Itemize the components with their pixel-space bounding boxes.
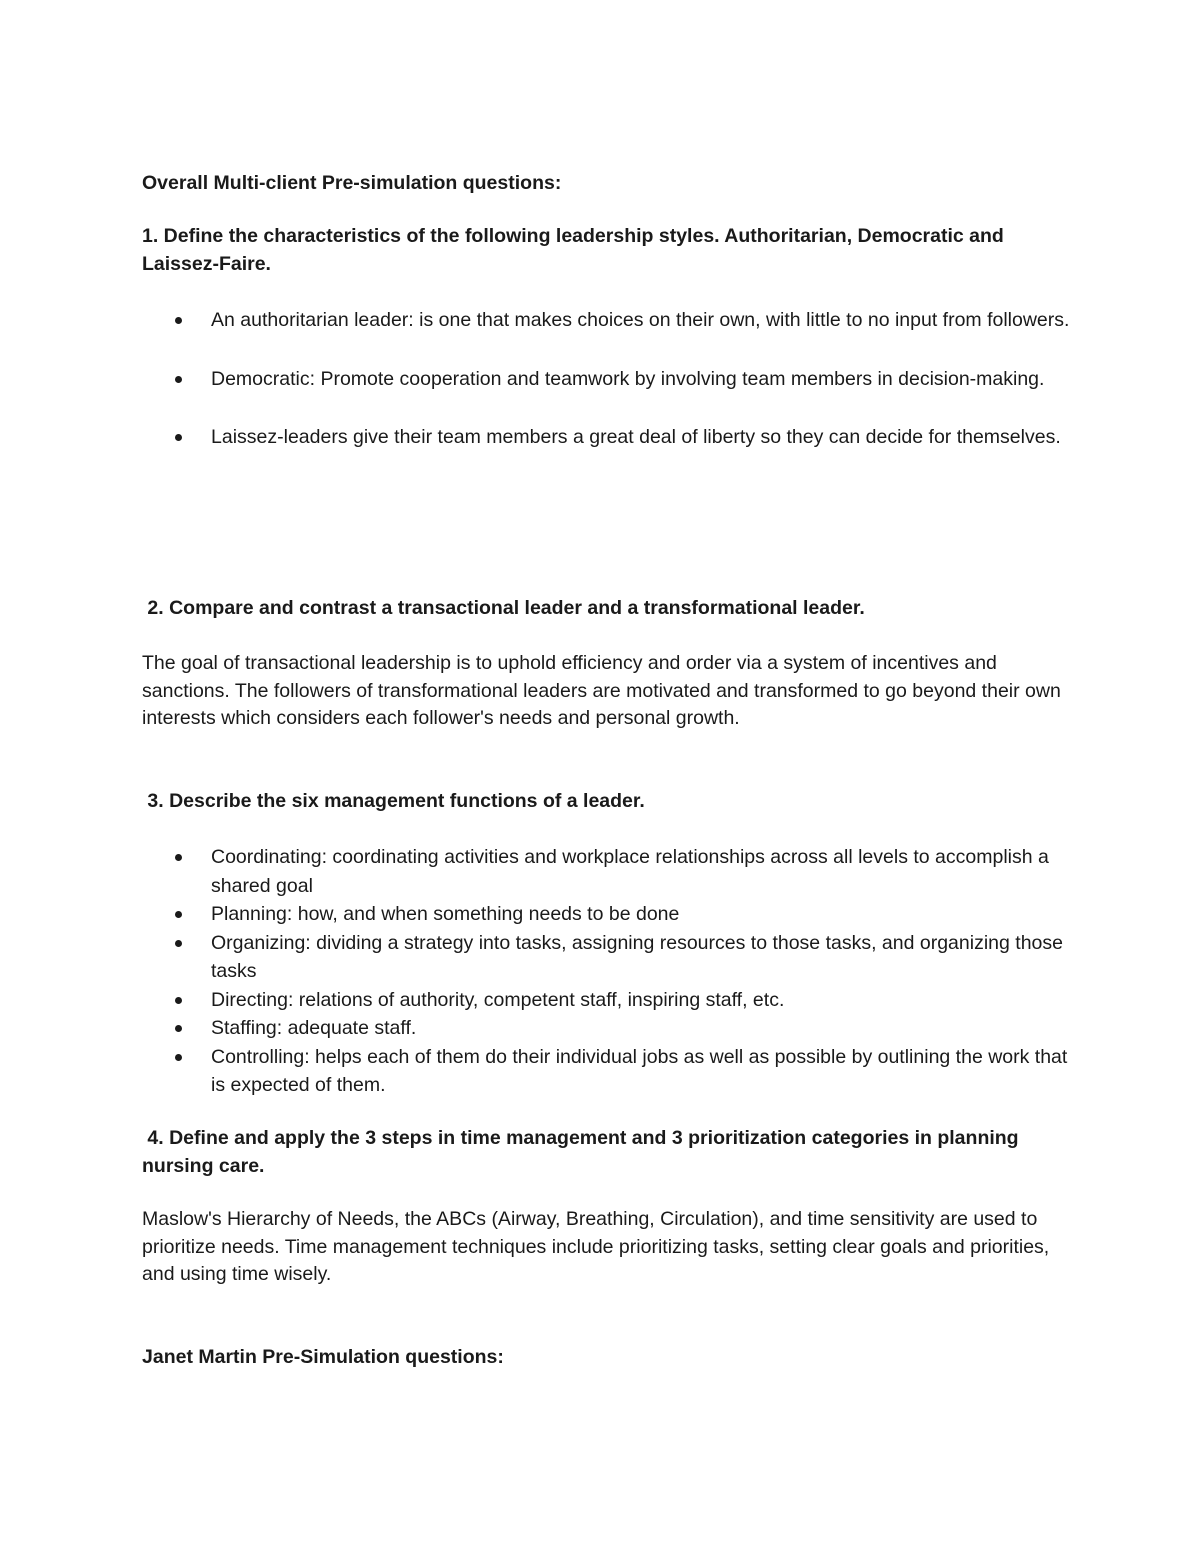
bullet-icon — [175, 854, 182, 861]
list-item-text: Democratic: Promote cooperation and teamwork by involving team members in decision-making. — [211, 367, 1045, 390]
bullet-icon — [175, 317, 182, 324]
list-item-text: Staffing: adequate staff. — [211, 1017, 417, 1039]
list-item — [142, 986, 1072, 1015]
bullet-icon — [175, 376, 182, 383]
list-item-text: An authoritarian leader: is one that makes choices on their own, with little to no input from followers. — [211, 309, 1070, 331]
question-3: 3. Describe the six management functions of a leader. — [142, 790, 645, 812]
q1-bullet-list — [142, 306, 1072, 452]
list-item — [142, 900, 1072, 929]
list-item-text: Laissez-leaders give their team members a great deal of liberty so they can decide for themselves. — [211, 426, 1061, 448]
bullet-icon — [175, 1025, 182, 1032]
list-item-text: Controlling: helps each of them do their individual jobs as well as possible by outlining the work that is expected of them. — [211, 1045, 1068, 1096]
list-item-text: Directing: relations of authority, competent staff, inspiring staff, etc. — [211, 988, 785, 1011]
list-item-text: Coordinating: coordinating activities and workplace relationships across all levels to accomplish a shared goal — [211, 846, 1049, 897]
bullet-icon — [175, 911, 182, 918]
list-item — [142, 306, 1072, 335]
bullet-icon — [175, 997, 182, 1004]
bullet-icon — [175, 940, 182, 947]
list-item-text: Planning: how, and when something needs to be done — [211, 903, 680, 925]
list-item — [142, 365, 1072, 394]
list-item — [142, 1043, 1072, 1100]
list-item — [142, 843, 1072, 900]
list-item — [142, 1014, 1072, 1043]
list-item — [142, 929, 1072, 986]
answer-4: Maslow's Hierarchy of Needs, the ABCs (Airway, Breathing, Circulation), and time sensitivity are used to prioritize needs. Time management techniques include prioritizing tasks, setting clear goals and priorities, and using time wisely. — [142, 1208, 1050, 1285]
list-item-text: Organizing: dividing a strategy into tasks, assigning resources to those tasks, and organizing those tasks — [211, 931, 1063, 982]
bullet-icon — [175, 1054, 182, 1061]
question-2: 2. Compare and contrast a transactional leader and a transformational leader. — [142, 597, 865, 619]
q3-bullet-list — [142, 843, 1072, 1100]
bullet-icon — [175, 434, 182, 441]
answer-2: The goal of transactional leadership is to uphold efficiency and order via a system of incentives and sanctions. The followers of transformational leaders are motivated and transformed to go beyond their own interests which considers each follower's needs and personal growth. — [142, 652, 1061, 729]
section-2-title: Janet Martin Pre-Simulation questions: — [142, 1346, 504, 1368]
document-title: Overall Multi-client Pre-simulation questions: — [142, 172, 562, 194]
question-4: 4. Define and apply the 3 steps in time management and 3 prioritization categories in planning nursing care. — [142, 1127, 1025, 1177]
question-1: 1. Define the characteristics of the following leadership styles. Authoritarian, Democratic and Laissez-Faire. — [142, 225, 1004, 275]
list-item — [142, 423, 1072, 452]
